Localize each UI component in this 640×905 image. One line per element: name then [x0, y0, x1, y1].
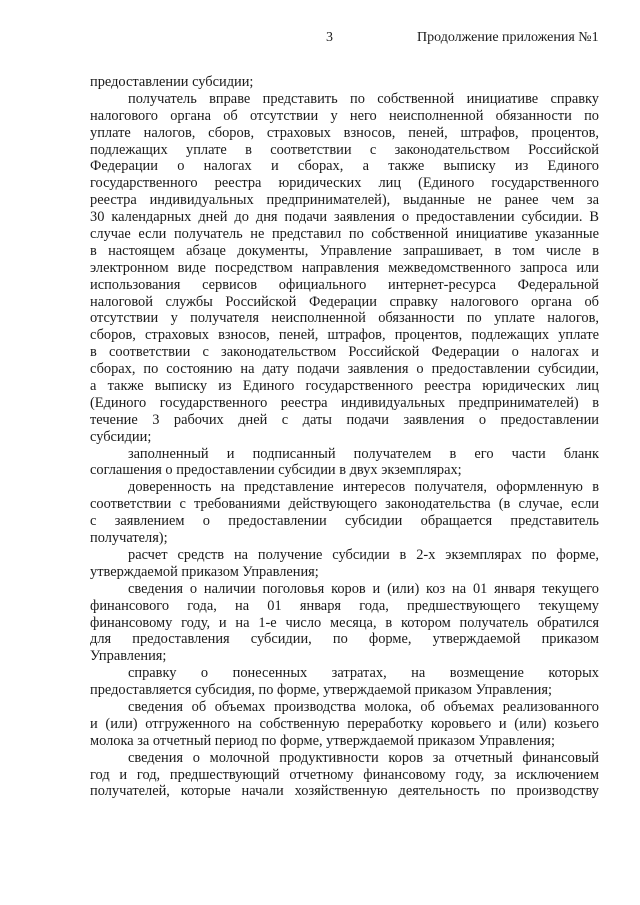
text-line: утверждаемой приказом Управления;: [90, 563, 319, 580]
text-line: в настоящем абзаце документы, Управление запрашивает, в том числе в: [90, 242, 599, 259]
text-line: 30 календарных дней до дня подачи заявления о предоставлении субсидии. В: [90, 209, 599, 226]
text-line: случае если получатель не представил по собственной инициативе указанные: [90, 226, 599, 243]
appendix-continuation-note: Продолжение приложения №1: [417, 30, 599, 45]
text-line: молока за отчетный период по форме, утверждаемой приказом Управления;: [90, 732, 555, 749]
text-line: предоставляется субсидия, по форме, утверждаемой приказом Управления;: [90, 682, 553, 699]
text-line: соответствии с требованиями действующего законодательства (в случае, если: [90, 496, 599, 513]
text-line: Федерации о налогах и сборах, а также выписку из Единого: [90, 158, 599, 175]
text-line: для предоставления субсидии, по форме, утверждаемой приказом: [90, 631, 599, 648]
text-line: и (или) отгруженного на собственную переработку коровьего и (или) козьего: [90, 715, 599, 732]
text-line: отсутствии у получателя неисполненной обязанности по уплате налогов,: [90, 310, 599, 327]
text-line: с заявлением о предоставлении субсидии обращается представитель: [90, 513, 599, 530]
text-line: субсидии;: [90, 428, 152, 445]
text-line: сборов, страховых взносов, пеней, штрафов, процентов, подлежащих уплате: [90, 327, 599, 344]
text-line: соглашения о предоставлении субсидии в двух экземплярах;: [90, 462, 462, 479]
text-line: использования сервисов официального интернет-ресурса Федеральной: [90, 276, 599, 293]
text-line: налогового органа об отсутствии у него неисполненной обязанности по: [90, 107, 599, 124]
text-line: (Единого государственного реестра индивидуальных предпринимателей) в: [90, 394, 599, 411]
body-text: [90, 74, 599, 800]
text-line: сведения об объемах производства молока, об объемах реализованного: [128, 698, 599, 715]
text-line: получатель вправе представить по собственной инициативе справку: [128, 90, 599, 107]
text-line: уплате налогов, сборов, страховых взносов, пеней, штрафов, процентов,: [90, 124, 599, 141]
text-line: сведения о молочной продуктивности коров за отчетный финансовый: [128, 749, 599, 766]
text-line: расчет средств на получение субсидии в 2-х экземплярах по форме,: [128, 546, 599, 563]
text-line: получателя);: [90, 530, 168, 547]
text-line: Управления;: [90, 648, 167, 665]
text-line: подлежащих уплате в соответствии с законодательством Российской: [90, 141, 599, 158]
text-line: течение 3 рабочих дней с даты подачи заявления о предоставлении: [90, 411, 599, 428]
text-line: заполненный и подписанный получателем в его части бланк: [128, 445, 599, 462]
text-line: доверенность на представление интересов получателя, оформленную в: [128, 479, 599, 496]
text-line: электронном виде посредством направления межведомственного запроса или: [90, 259, 599, 276]
text-line: финансовому году, и на 1-е число месяца, в котором получатель обратился: [90, 614, 599, 631]
text-line: налоговой службы Российской Федерации справку налогового органа об: [90, 293, 599, 310]
text-line: государственного реестра юридических лиц (Единого государственного: [90, 175, 599, 192]
text-line: сведения о наличии поголовья коров и (или) коз на 01 января текущего: [128, 580, 599, 597]
text-line: сборах, по состоянию на дату подачи заявления о предоставлении субсидии,: [90, 361, 599, 378]
text-line: предоставлении субсидии;: [90, 74, 254, 90]
text-line: реестра индивидуальных предпринимателей), выданные не ранее чем за: [90, 192, 599, 209]
page-number: 3: [326, 30, 333, 45]
text-line: справку о понесенных затратах, на возмещение которых: [128, 665, 599, 682]
text-line: а также выписку из Единого государственного реестра юридических лиц: [90, 378, 599, 395]
text-line: финансового года, на 01 января года, предшествующего текущему: [90, 597, 599, 614]
text-line: получателей, которые начали хозяйственную деятельность по производству: [90, 783, 599, 800]
text-line: в соответствии с законодательством Российской Федерации о налогах и: [90, 344, 599, 361]
text-line: год и год, предшествующий отчетному финансовому году, за исключением: [90, 766, 599, 783]
